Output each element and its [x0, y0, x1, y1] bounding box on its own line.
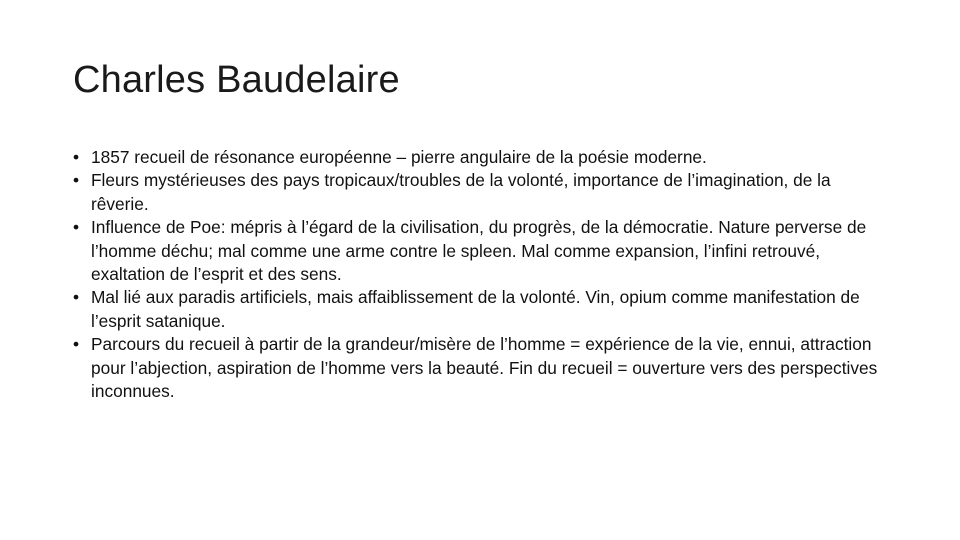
bullet-icon: • — [73, 147, 80, 167]
bullet-text: Mal lié aux paradis artificiels, mais affaiblissement de la volonté. Vin, opium comme manifestation de l’esprit satanique. — [91, 287, 860, 331]
list-item — [73, 169, 888, 216]
list-item — [73, 146, 888, 169]
bullet-list — [73, 146, 888, 403]
bullet-icon: • — [73, 217, 80, 238]
list-item — [73, 216, 888, 286]
bullet-text: Parcours du recueil à partir de la grandeur/misère de l’homme = expérience de la vie, ennui, attraction pour l’abjection, aspiration de l’homme vers la beauté. Fin du recueil = ouverture vers des perspectives inconnues. — [91, 334, 878, 402]
list-item — [73, 333, 888, 403]
bullet-text: Fleurs mystérieuses des pays tropicaux/troubles de la volonté, importance de l’imagination, de la rêverie. — [91, 170, 831, 214]
bullet-text: 1857 recueil de résonance européenne – pierre angulaire de la poésie moderne. — [91, 147, 707, 167]
bullet-icon: • — [73, 170, 80, 191]
bullet-icon: • — [73, 287, 80, 308]
slide-title: Charles Baudelaire — [73, 59, 400, 101]
list-item — [73, 286, 888, 333]
bullet-icon: • — [73, 334, 80, 355]
bullet-text: Influence de Poe: mépris à l’égard de la civilisation, du progrès, de la démocratie. Nature perverse de l’homme déchu; mal comme une arme contre le spleen. Mal comme expansion, l’infini retrouvé, exaltation de l’esprit et des sens. — [91, 217, 867, 285]
